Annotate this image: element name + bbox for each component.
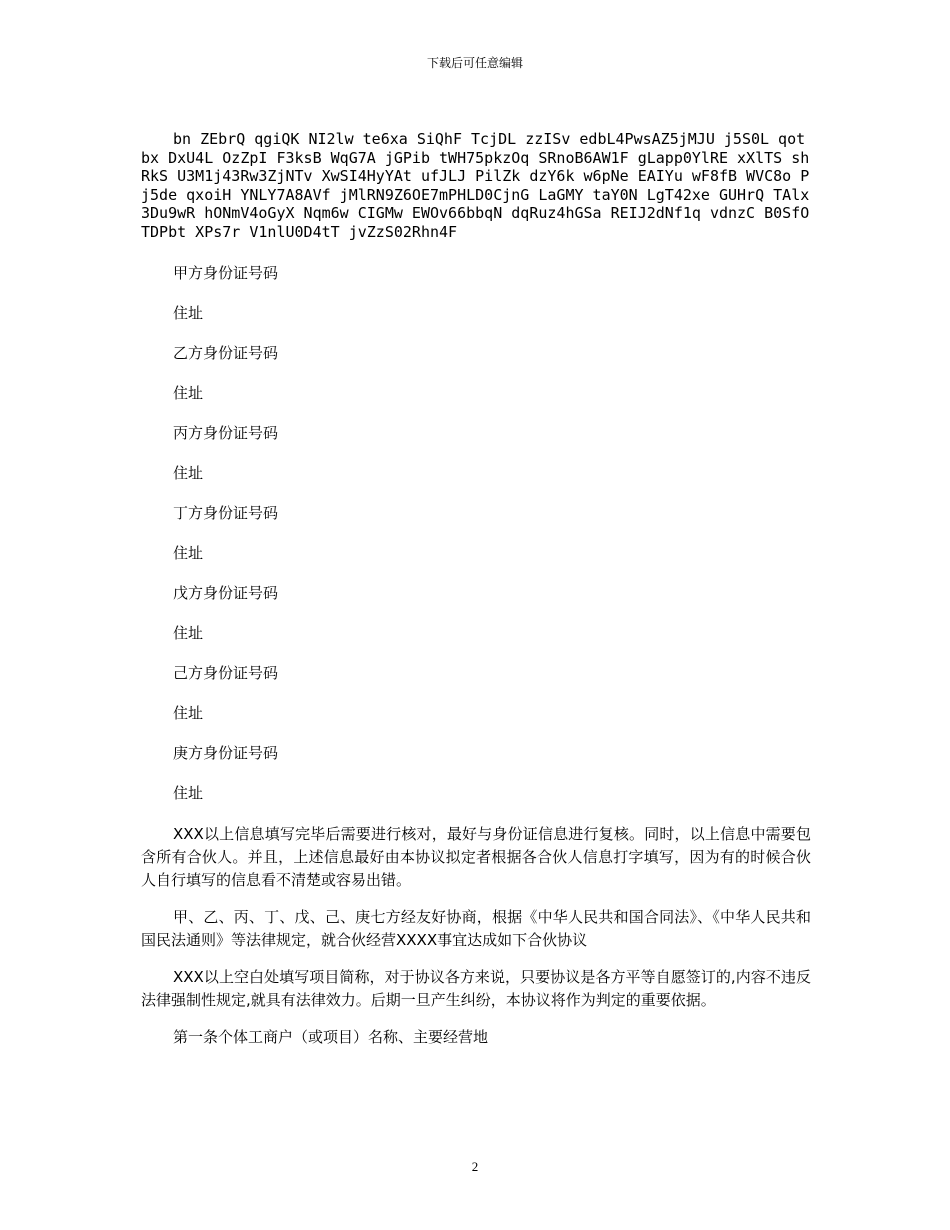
- field-party-a-address: 住址: [173, 304, 204, 322]
- field-party-d-address: 住址: [173, 544, 204, 562]
- field-party-e-id: 戊方身份证号码: [173, 584, 279, 602]
- note-paragraph-project: XXX以上空白处填写项目简称，对于协议各方来说，只要协议是各方平等自愿签订的,内容不违反法律强制性规定,就具有法律效力。后期一旦产生纠纷，本协议将作为判定的重要依据。: [141, 968, 811, 1009]
- field-party-c-id: 丙方身份证号码: [173, 424, 279, 442]
- field-party-d-id: 丁方身份证号码: [173, 504, 279, 522]
- field-party-b-address: 住址: [173, 384, 204, 402]
- field-party-g-address: 住址: [173, 784, 204, 802]
- page-number: 2: [471, 1159, 479, 1174]
- field-party-c-address: 住址: [173, 464, 204, 482]
- field-party-b-id: 乙方身份证号码: [173, 344, 279, 362]
- note-paragraph-verify: XXX以上信息填写完毕后需要进行核对，最好与身份证信息进行复核。同时，以上信息中需要包含所有合伙人。并且，上述信息最好由本协议拟定者根据各合伙人信息打字填写，因为有的时候合伙人自行填写的信息看不清楚或容易出错。: [141, 825, 811, 889]
- field-party-g-id: 庚方身份证号码: [173, 744, 279, 762]
- field-party-a-id: 甲方身份证号码: [173, 264, 279, 282]
- page-header: 下载后可任意编辑: [426, 56, 523, 70]
- field-party-f-id: 己方身份证号码: [173, 664, 279, 682]
- document-body: [141, 130, 811, 1063]
- field-party-f-address: 住址: [173, 704, 204, 722]
- code-paragraph: bn ZEbrQ qgiQK NI2lw te6xa SiQhF TcjDL zzISv edbL4PwsAZ5jMJU j5S0L qotbx DxU4L OzZpI F3ksB WqG7A jGPib tWH75pkzOq SRnoB6AW1F gLapp0YlRE xXlTS shRkS U3M1j43Rw3ZjNTv XwSI4HyYAt ufJLJ PilZk dzY6k w6pNe EAIYu wF8fB WVC8o Pj5de qxoiH YNLY7A8AVf jMlRN9Z6OE7mPHLD0CjnG LaGMY taY0N LgT42xe GUHrQ TAlx3Du9wR hONmV4oGyX Nqm6w CIGMw EWOv66bbqN dqRuz4hGSa REIJ2dNf1q vdnzC B0SfO TDPbt XPs7r V1nlU0D4tT jvZzS02Rhn4F: [141, 130, 810, 241]
- article-one-heading: 第一条个体工商户（或项目）名称、主要经营地: [173, 1028, 489, 1046]
- field-party-e-address: 住址: [173, 624, 204, 642]
- agreement-paragraph: 甲、乙、丙、丁、戊、己、庚七方经友好协商，根据《中华人民共和国合同法》、《中华人民共和国民法通则》等法律规定，就合伙经营XXXX事宜达成如下合伙协议: [141, 908, 811, 949]
